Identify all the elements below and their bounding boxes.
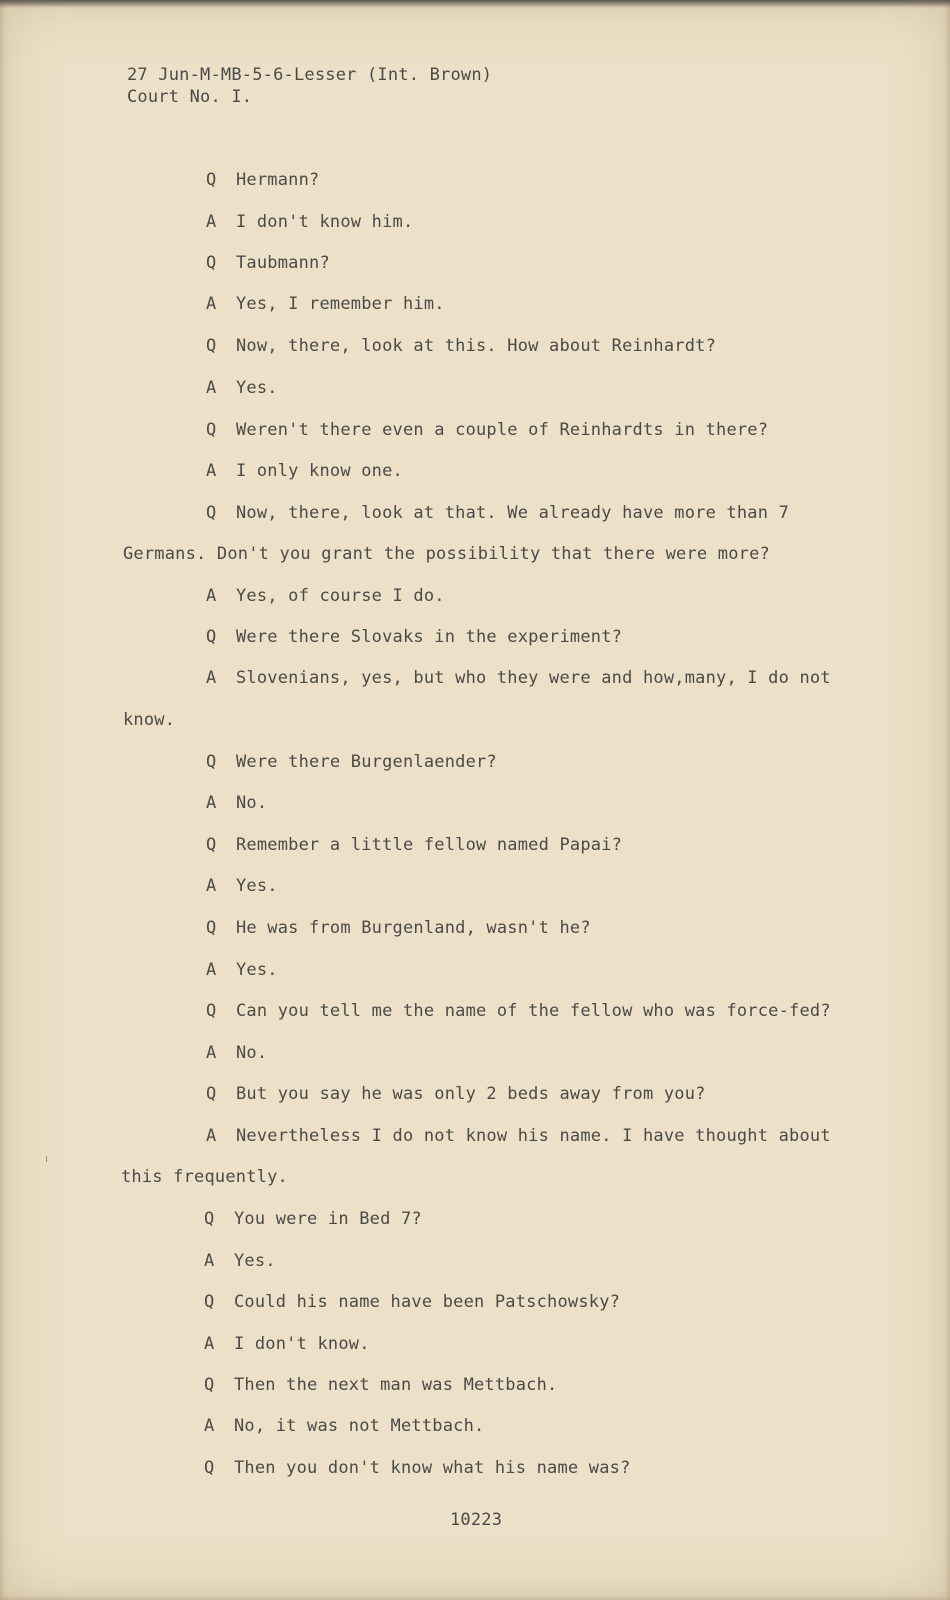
speaker-label: A <box>204 1416 215 1436</box>
transcript-continuation <box>121 1167 288 1187</box>
line-text: You were in Bed 7? <box>234 1209 422 1229</box>
transcript-line <box>206 960 278 980</box>
speaker-label: A <box>206 793 217 813</box>
line-text: Then you don't know what his name was? <box>234 1458 631 1478</box>
speaker-label: A <box>206 294 217 314</box>
speaker-label: A <box>206 586 217 606</box>
line-text: Now, there, look at this. How about Reinhardt? <box>236 336 717 356</box>
speaker-label: A <box>206 1043 217 1063</box>
line-text: Yes. <box>236 378 278 398</box>
transcript-line <box>206 668 831 688</box>
transcript-line <box>206 1126 831 1146</box>
speaker-label: A <box>206 876 217 896</box>
transcript-line <box>206 503 789 523</box>
transcript-line <box>204 1292 620 1312</box>
transcript-line <box>204 1251 276 1271</box>
line-text: Remember a little fellow named Papai? <box>236 835 623 855</box>
transcript-line <box>206 918 591 938</box>
line-text: Can you tell me the name of the fellow who was force-fed? <box>236 1001 831 1021</box>
transcript-line <box>206 793 267 813</box>
transcript-line <box>204 1375 557 1395</box>
speaker-label: A <box>206 378 217 398</box>
transcript-line <box>206 876 278 896</box>
transcript-line <box>206 294 445 314</box>
transcript-line <box>206 1001 831 1021</box>
transcript-continuation <box>123 544 770 564</box>
transcript-line <box>206 212 413 232</box>
document-header <box>127 64 492 108</box>
speaker-label: Q <box>206 1001 217 1021</box>
line-text: Yes, I remember him. <box>236 294 445 314</box>
transcript-line <box>206 378 278 398</box>
line-text: No, it was not Mettbach. <box>234 1416 485 1436</box>
header-court-line: Court No. I. <box>127 87 253 107</box>
speaker-label: Q <box>204 1209 215 1229</box>
line-text: Germans. Don't you grant the possibility that there were more? <box>123 544 770 564</box>
speaker-label: Q <box>206 420 217 440</box>
paper-speck <box>46 1156 47 1162</box>
speaker-label: Q <box>206 503 217 523</box>
speaker-label: Q <box>206 918 217 938</box>
transcript-line <box>204 1334 370 1354</box>
transcript-line <box>206 336 716 356</box>
speaker-label: A <box>206 668 217 688</box>
line-text: know. <box>123 710 176 730</box>
speaker-label: Q <box>204 1292 215 1312</box>
transcript-line <box>206 253 330 273</box>
speaker-label: A <box>204 1251 215 1271</box>
transcript-line <box>204 1458 631 1478</box>
transcript-line <box>206 835 622 855</box>
transcript-line <box>206 170 319 190</box>
header-case-line: 27 Jun-M-MB-5-6-Lesser (Int. Brown) <box>127 65 493 85</box>
line-text: this frequently. <box>121 1167 288 1187</box>
speaker-label: Q <box>206 835 217 855</box>
speaker-label: Q <box>206 336 217 356</box>
speaker-label: A <box>206 212 217 232</box>
line-text: I only know one. <box>236 461 403 481</box>
speaker-label: Q <box>206 627 217 647</box>
speaker-label: Q <box>206 170 217 190</box>
line-text: Yes. <box>236 876 278 896</box>
line-text: No. <box>236 1043 268 1063</box>
transcript-line <box>204 1209 422 1229</box>
transcript-line <box>206 1084 706 1104</box>
line-text: Were there Slovaks in the experiment? <box>236 627 623 647</box>
line-text: He was from Burgenland, wasn't he? <box>236 918 591 938</box>
line-text: No. <box>236 793 268 813</box>
transcript-line <box>206 1043 267 1063</box>
line-text: Taubmann? <box>236 253 330 273</box>
speaker-label: Q <box>204 1458 215 1478</box>
transcript-line <box>204 1416 484 1436</box>
page-number: 10223 <box>450 1510 503 1530</box>
speaker-label: A <box>206 960 217 980</box>
transcript-continuation <box>123 710 175 730</box>
line-text: Weren't there even a couple of Reinhardts in there? <box>236 420 769 440</box>
line-text: Slovenians, yes, but who they were and how,many, I do not <box>236 668 831 688</box>
line-text: Yes. <box>234 1251 276 1271</box>
line-text: Then the next man was Mettbach. <box>234 1375 558 1395</box>
transcript-line <box>206 586 445 606</box>
speaker-label: A <box>206 1126 217 1146</box>
speaker-label: Q <box>206 1084 217 1104</box>
speaker-label: Q <box>206 752 217 772</box>
transcript-line <box>206 420 768 440</box>
line-text: Nevertheless I do not know his name. I have thought about <box>236 1126 831 1146</box>
speaker-label: A <box>204 1334 215 1354</box>
line-text: Were there Burgenlaender? <box>236 752 497 772</box>
line-text: I don't know. <box>234 1334 370 1354</box>
speaker-label: Q <box>206 253 217 273</box>
transcript-line <box>206 627 622 647</box>
line-text: Yes, of course I do. <box>236 586 445 606</box>
transcript-line <box>206 461 403 481</box>
line-text: Yes. <box>236 960 278 980</box>
line-text: But you say he was only 2 beds away from you? <box>236 1084 706 1104</box>
speaker-label: A <box>206 461 217 481</box>
line-text: I don't know him. <box>236 212 414 232</box>
line-text: Could his name have been Patschowsky? <box>234 1292 621 1312</box>
line-text: Now, there, look at that. We already have more than 7 <box>236 503 790 523</box>
transcript-line <box>206 752 497 772</box>
line-text: Hermann? <box>236 170 320 190</box>
speaker-label: Q <box>204 1375 215 1395</box>
